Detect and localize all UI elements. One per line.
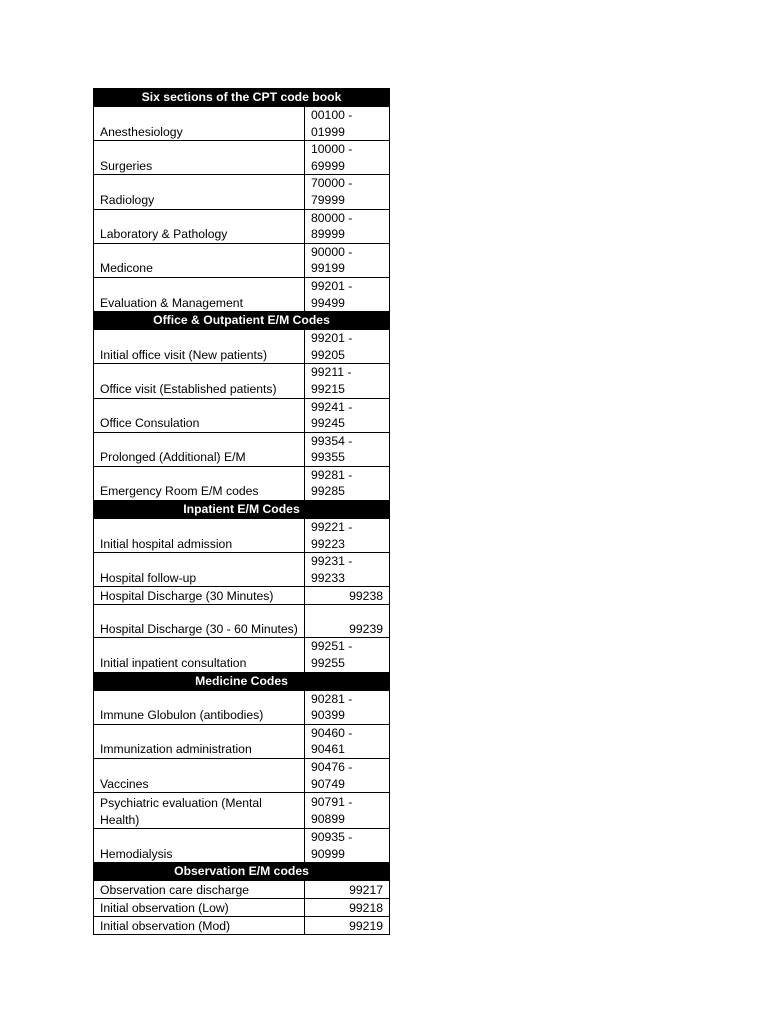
row-label: Vaccines: [94, 759, 305, 793]
code-range-start: 10000 -: [311, 142, 353, 157]
table-row: [94, 519, 390, 553]
table-row: [94, 724, 390, 758]
code-range-start: 99354 -: [311, 433, 353, 448]
code-range-start: 99251 -: [311, 639, 353, 654]
cpt-code-sheet: [93, 88, 389, 935]
row-label: Radiology: [94, 175, 305, 209]
code-range-start: 90000 -: [311, 244, 353, 259]
table-row: [94, 466, 390, 500]
table-row: [94, 364, 390, 398]
code-range-end: 89999: [311, 227, 345, 242]
row-label-text: Hospital Discharge (30 - 60 Minutes): [100, 621, 298, 636]
section-header-row: [94, 312, 390, 330]
section-header-row: [94, 672, 390, 690]
row-label: [94, 793, 305, 829]
code-range-start: 99201 -: [311, 331, 353, 346]
row-label: Emergency Room E/M codes: [94, 466, 305, 500]
row-label: Hospital Discharge (30 Minutes): [94, 587, 305, 605]
table-row: [94, 638, 390, 672]
table-row: [94, 141, 390, 175]
code-range: [305, 638, 390, 672]
code-range-end: 90461: [311, 742, 345, 757]
row-label: Laboratory & Pathology: [94, 209, 305, 243]
section-title: Office & Outpatient E/M Codes: [94, 312, 390, 330]
code-range: [305, 793, 390, 829]
code-range-end: 99355: [311, 450, 345, 465]
table-row: [94, 829, 390, 863]
code-range-start: 90935 -: [311, 830, 353, 845]
code-range-end: 99255: [311, 656, 345, 671]
code-range-end: 99285: [311, 484, 345, 499]
table-row: [94, 398, 390, 432]
code-single: 99218: [305, 899, 390, 917]
code-range-end: 99499: [311, 295, 345, 310]
row-label: Evaluation & Management: [94, 277, 305, 311]
code-range: [305, 364, 390, 398]
row-label-text: Psychiatric evaluation (Mental Health): [100, 796, 262, 827]
row-label: Hospital follow-up: [94, 553, 305, 587]
section-header-row: [94, 89, 390, 107]
row-label: Office visit (Established patients): [94, 364, 305, 398]
table-row: [94, 690, 390, 724]
code-range-start: 99201 -: [311, 278, 353, 293]
code-range: [305, 398, 390, 432]
row-label: Medicone: [94, 243, 305, 277]
code-range: [305, 690, 390, 724]
code-range: [305, 175, 390, 209]
code-range-start: 90281 -: [311, 691, 353, 706]
row-label: Immune Globulon (antibodies): [94, 690, 305, 724]
code-range-end: 01999: [311, 124, 345, 139]
row-label: Anesthesiology: [94, 107, 305, 141]
code-range-start: 99241 -: [311, 399, 353, 414]
section-header-row: [94, 501, 390, 519]
code-range-start: 99211 -: [311, 365, 352, 380]
table-row: [94, 881, 390, 899]
table-row: [94, 175, 390, 209]
code-range-end: 99199: [311, 261, 345, 276]
table-row: [94, 605, 390, 638]
table-row: [94, 759, 390, 793]
code-range: [305, 243, 390, 277]
table-row: [94, 793, 390, 829]
code-range: [305, 107, 390, 141]
code-range-end: 90899: [311, 811, 345, 826]
code-range-start: 70000 -: [311, 176, 353, 191]
code-single: 99219: [305, 917, 390, 935]
table-row: [94, 330, 390, 364]
row-label: Initial inpatient consultation: [94, 638, 305, 672]
row-label: Office Consulation: [94, 398, 305, 432]
row-label: Immunization administration: [94, 724, 305, 758]
section-title: Six sections of the CPT code book: [94, 89, 390, 107]
row-label: Initial office visit (New patients): [94, 330, 305, 364]
cpt-code-table: [93, 88, 390, 935]
table-row: [94, 587, 390, 605]
code-range-start: 90791 -: [311, 795, 353, 810]
table-row: [94, 209, 390, 243]
code-range: [305, 277, 390, 311]
code-range-start: 99281 -: [311, 467, 353, 482]
table-row: [94, 107, 390, 141]
code-range-end: 99245: [311, 416, 345, 431]
code-single: 99238: [305, 587, 390, 605]
section-title: Observation E/M codes: [94, 863, 390, 881]
code-range: [305, 466, 390, 500]
row-label: Prolonged (Additional) E/M: [94, 432, 305, 466]
code-range-end: 99215: [311, 381, 345, 396]
table-row: [94, 917, 390, 935]
table-row: [94, 553, 390, 587]
code-range: [305, 209, 390, 243]
code-range-start: 00100 -: [311, 108, 353, 122]
code-range-start: 99221 -: [311, 520, 353, 535]
code-range: [305, 432, 390, 466]
table-row: [94, 432, 390, 466]
code-range-start: 80000 -: [311, 210, 353, 225]
code-range: [305, 330, 390, 364]
code-range-end: 90999: [311, 846, 345, 861]
section-header-row: [94, 863, 390, 881]
code-range: [305, 141, 390, 175]
code-range-end: 79999: [311, 192, 345, 207]
section-title: Inpatient E/M Codes: [94, 501, 390, 519]
code-single: 99239: [305, 605, 390, 638]
code-range: [305, 553, 390, 587]
row-label: [94, 605, 305, 638]
code-range: [305, 519, 390, 553]
code-range-start: 90476 -: [311, 760, 353, 774]
table-row: [94, 243, 390, 277]
code-range-start: 90460 -: [311, 725, 353, 740]
row-label: Initial observation (Mod): [94, 917, 305, 935]
code-range-end: 90399: [311, 708, 345, 723]
row-label: Initial hospital admission: [94, 519, 305, 553]
row-label: Observation care discharge: [94, 881, 305, 899]
code-range-end: 99233: [311, 570, 345, 585]
code-range-end: 69999: [311, 158, 345, 173]
code-range: [305, 724, 390, 758]
table-row: [94, 277, 390, 311]
code-range-start: 99231 -: [311, 554, 353, 569]
code-single: 99217: [305, 881, 390, 899]
code-range-end: 99223: [311, 536, 345, 551]
row-label: Initial observation (Low): [94, 899, 305, 917]
code-range-end: 99205: [311, 347, 345, 362]
code-range-end: 90749: [311, 776, 345, 791]
section-title: Medicine Codes: [94, 672, 390, 690]
code-range: [305, 829, 390, 863]
row-label: Surgeries: [94, 141, 305, 175]
table-row: [94, 899, 390, 917]
row-label: Hemodialysis: [94, 829, 305, 863]
code-range: [305, 759, 390, 793]
